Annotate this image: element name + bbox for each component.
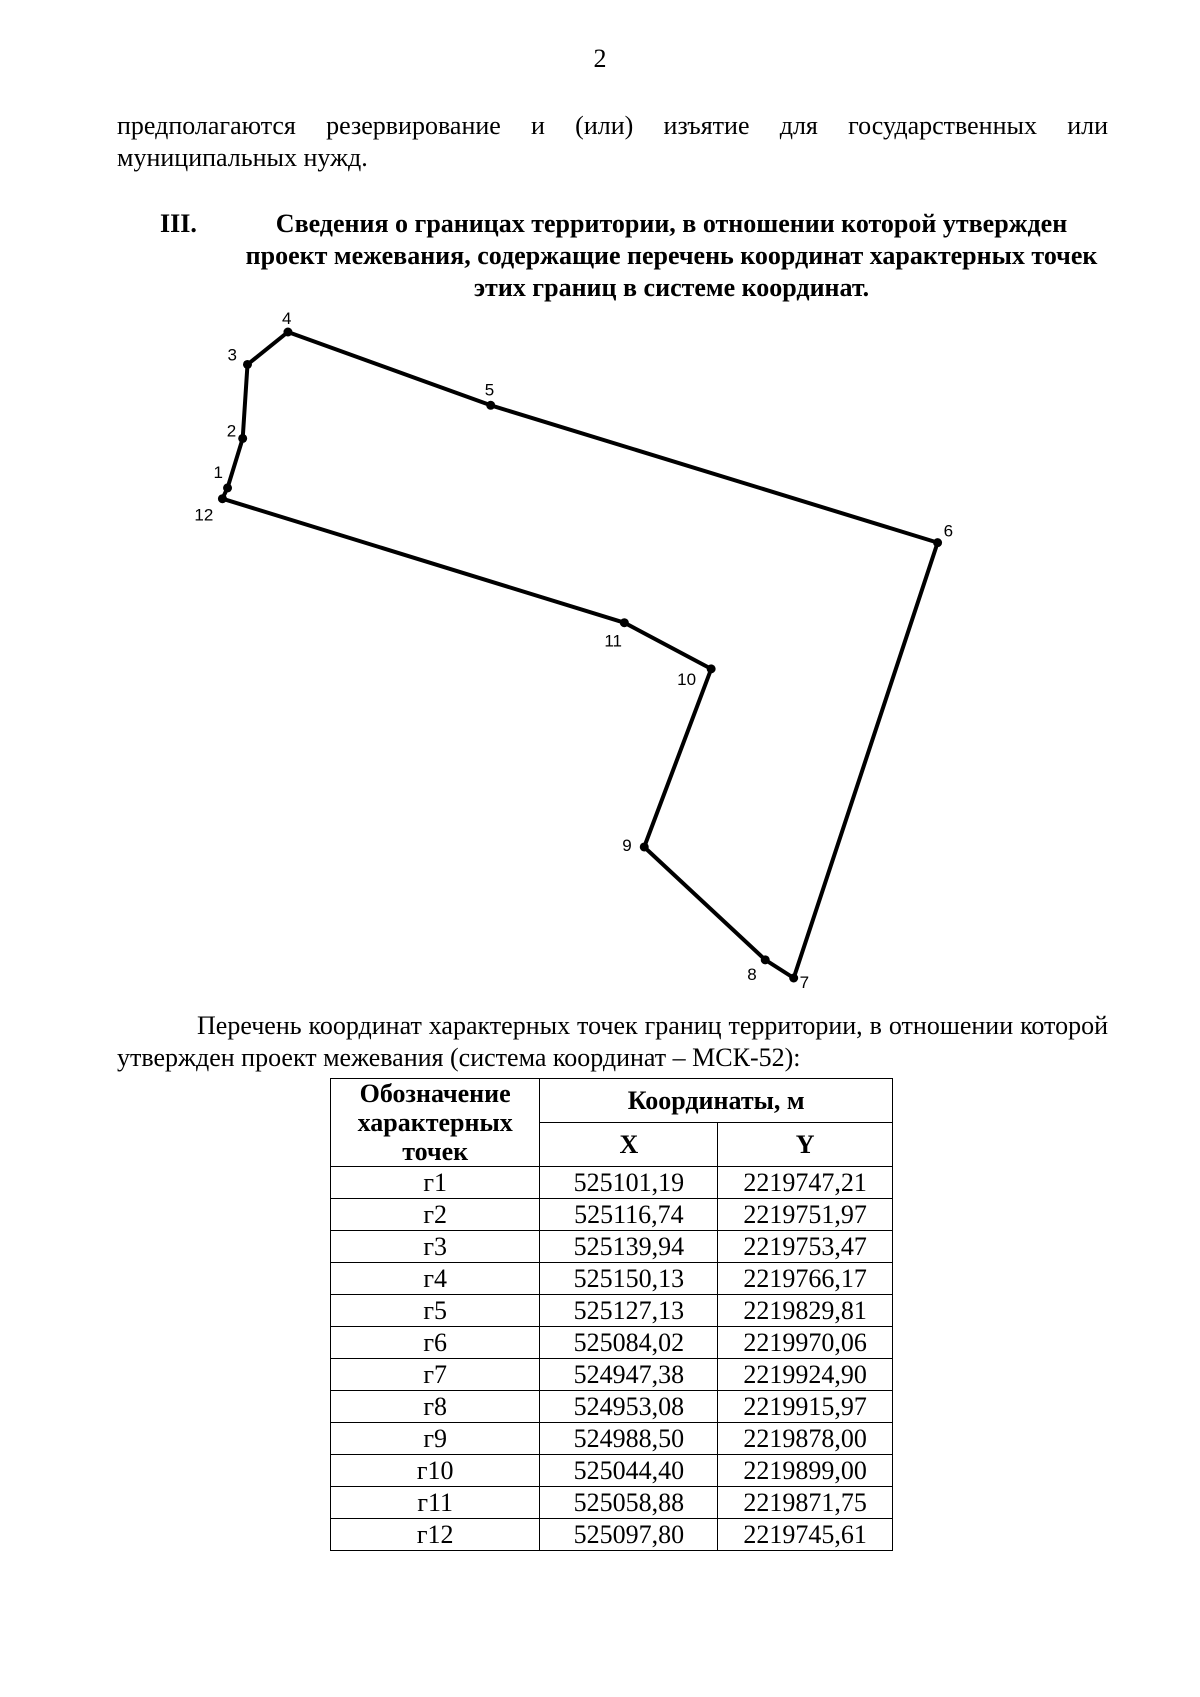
table-body (331, 1167, 893, 1551)
table-row (331, 1455, 893, 1487)
boundary-vertex (223, 483, 232, 492)
boundary-vertices (218, 328, 942, 983)
cell-point: г9 (331, 1423, 540, 1455)
vertex-label: 7 (799, 973, 810, 992)
table-row (331, 1231, 893, 1263)
cell-x: 525044,40 (540, 1455, 718, 1487)
table-row (331, 1359, 893, 1391)
header-point: Обозначение характерных точек (331, 1079, 540, 1167)
section-title: Сведения о границах территории, в отношении которой утвержден проект межевания, содержащие перечень координат характерных точек этих границ в системе координат. (245, 209, 1098, 302)
table-row (331, 1263, 893, 1295)
section-number: III. (160, 209, 197, 238)
vertex-label: 10 (677, 669, 697, 689)
boundary-vertex (243, 360, 252, 369)
vertex-label: 6 (943, 521, 954, 541)
table-row (331, 1487, 893, 1519)
boundary-plan (180, 300, 980, 1010)
cell-y: 2219924,90 (718, 1359, 893, 1391)
cell-x: 524953,08 (540, 1391, 718, 1423)
cell-point: г8 (331, 1391, 540, 1423)
boundary-vertex (620, 618, 629, 627)
cell-y: 2219753,47 (718, 1231, 893, 1263)
header-coordinates: Координаты, м (540, 1079, 893, 1123)
vertex-label: 11 (604, 631, 622, 651)
table-row (331, 1519, 893, 1551)
cell-x: 525097,80 (540, 1519, 718, 1551)
boundary-vertex (933, 538, 942, 547)
vertex-label: 9 (622, 835, 632, 855)
intro-paragraph: предполагаются резервирование и (или) изъятие для государственных или муниципальных нужд. (117, 111, 1108, 172)
cell-y: 2219878,00 (718, 1423, 893, 1455)
vertex-label: 1 (213, 462, 223, 482)
boundary-vertex (640, 842, 649, 851)
table-row (331, 1167, 893, 1199)
cell-y: 2219745,61 (718, 1519, 893, 1551)
vertex-label: 4 (281, 309, 292, 328)
boundary-vertex (218, 494, 227, 503)
cell-point: г4 (331, 1263, 540, 1295)
cell-y: 2219747,21 (718, 1167, 893, 1199)
cell-x: 524988,50 (540, 1423, 718, 1455)
cell-y: 2219751,97 (718, 1199, 893, 1231)
vertex-label: 3 (227, 345, 237, 365)
cell-x: 525101,19 (540, 1167, 718, 1199)
boundary-vertex (283, 328, 292, 337)
vertex-label: 5 (484, 380, 495, 400)
cell-x: 525127,13 (540, 1295, 718, 1327)
cell-x: 525058,88 (540, 1487, 718, 1519)
table-row (331, 1199, 893, 1231)
cell-point: г10 (331, 1455, 540, 1487)
boundary-vertex (238, 434, 247, 443)
coordinates-caption: Перечень координат характерных точек границ территории, в отношении которой утвержден проект межевания (система координат – МСК-52): (117, 1011, 1108, 1072)
cell-y: 2219871,75 (718, 1487, 893, 1519)
boundary-labels (194, 309, 953, 992)
boundary-vertex (761, 955, 770, 964)
table-row (331, 1391, 893, 1423)
cell-x: 525084,02 (540, 1327, 718, 1359)
cell-y: 2219766,17 (718, 1263, 893, 1295)
cell-x: 524947,38 (540, 1359, 718, 1391)
cell-y: 2219915,97 (718, 1391, 893, 1423)
coordinates-table (330, 1078, 893, 1551)
cell-point: г12 (331, 1519, 540, 1551)
cell-point: г1 (331, 1167, 540, 1199)
cell-x: 525150,13 (540, 1263, 718, 1295)
header-y: Y (718, 1123, 893, 1167)
cell-point: г6 (331, 1327, 540, 1359)
cell-point: г3 (331, 1231, 540, 1263)
cell-point: г2 (331, 1199, 540, 1231)
vertex-label: 2 (226, 421, 237, 441)
boundary-vertex (486, 401, 495, 410)
cell-x: 525116,74 (540, 1199, 718, 1231)
boundary-vertex (707, 664, 716, 673)
page-number: 2 (593, 44, 607, 73)
cell-y: 2219970,06 (718, 1327, 893, 1359)
header-x: X (540, 1123, 718, 1167)
boundary-line (222, 332, 937, 978)
table-header-row (331, 1079, 893, 1123)
cell-point: г11 (331, 1487, 540, 1519)
table-row (331, 1295, 893, 1327)
vertex-label: 8 (747, 964, 757, 984)
cell-y: 2219899,00 (718, 1455, 893, 1487)
table-row (331, 1423, 893, 1455)
cell-x: 525139,94 (540, 1231, 718, 1263)
vertex-label: 12 (194, 505, 214, 525)
cell-y: 2219829,81 (718, 1295, 893, 1327)
cell-point: г7 (331, 1359, 540, 1391)
cell-point: г5 (331, 1295, 540, 1327)
boundary-vertex (789, 974, 798, 983)
table-row (331, 1327, 893, 1359)
